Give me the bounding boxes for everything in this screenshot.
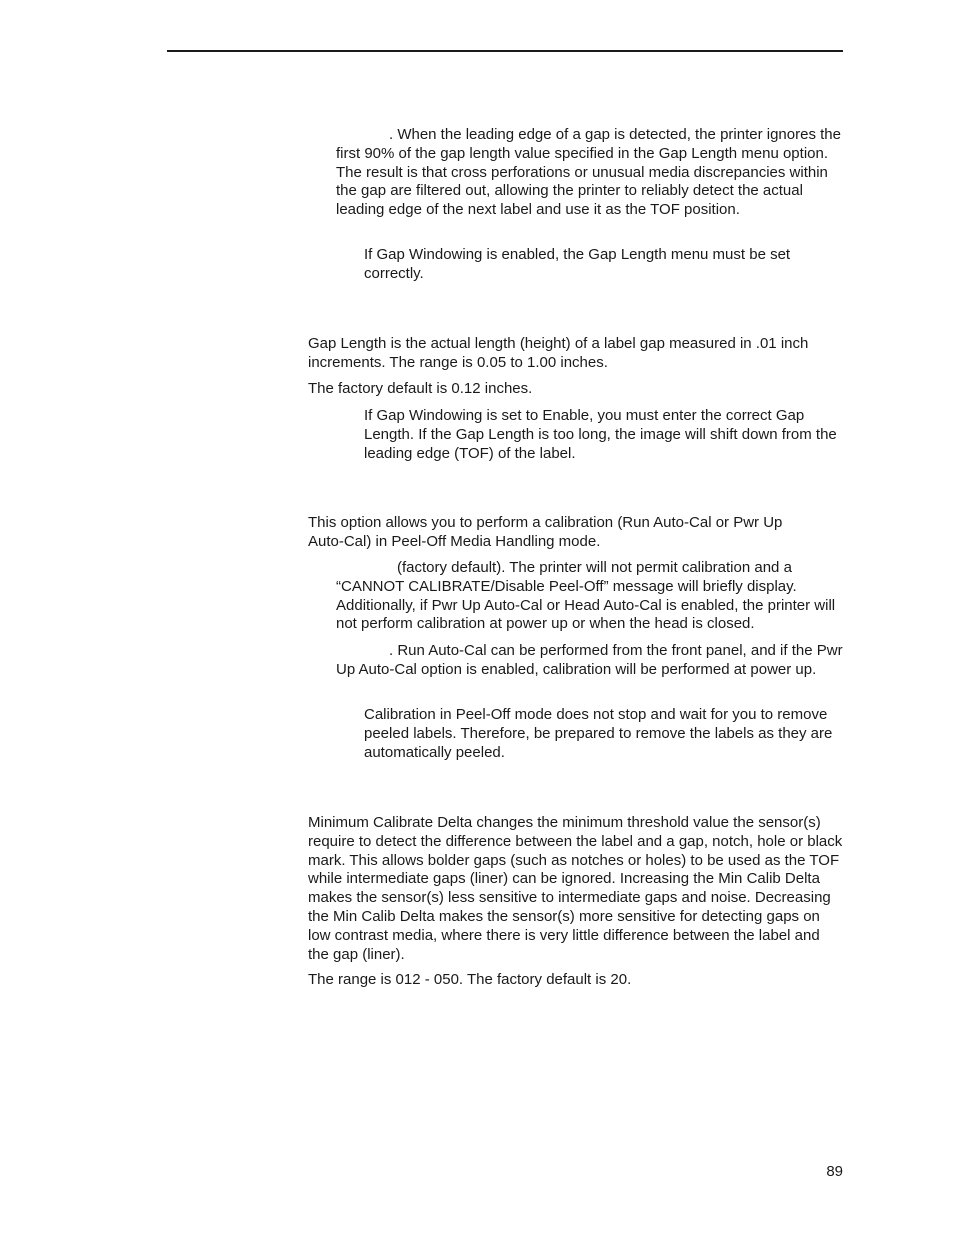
gap-length-default: The factory default is 0.12 inches. [308, 380, 533, 397]
min-calib-delta-range: The range is 012 - 050. The factory default is 20. [308, 971, 632, 988]
header-rule [167, 50, 843, 52]
peel-off-description: This option allows you to perform a calibration (Run Auto-Cal or Pwr Up Auto-Cal) in Peel-Off Media Handling mode. [308, 514, 783, 550]
gap-length-note: If Gap Windowing is set to Enable, you must enter the correct Gap Length. If the Gap Length is too long, the image will shift down from the leading edge (TOF) of the label. [364, 407, 837, 462]
peel-off-disable-paragraph: (factory default). The printer will not permit calibration and a “CANNOT CALIBRATE/Disable Peel-Off” message will briefly display. Additionally, if Pwr Up Auto-Cal or Head Auto-Cal is enabled, the printer will not perform calibration at power up or when the head is closed. [336, 559, 836, 633]
peel-off-note: Calibration in Peel-Off mode does not stop and wait for you to remove peeled labels. Therefore, be prepared to remove the labels as they are automatically peeled. [364, 706, 833, 761]
gap-windowing-note: If Gap Windowing is enabled, the Gap Length menu must be set correctly. [364, 246, 791, 282]
peel-off-enable-paragraph: . Run Auto-Cal can be performed from the front panel, and if the Pwr Up Auto-Cal option is enabled, calibration will be performed at power up. [336, 642, 843, 678]
gap-windowing-enable-paragraph: . When the leading edge of a gap is detected, the printer ignores the first 90% of the gap length value specified in the Gap Length menu option. The result is that cross perforations or unusual media discrepancies within the gap are filtered out, allowing the printer to reliably detect the actual leading edge of the next label and use it as the TOF position. [336, 126, 841, 219]
page-number: 89 [826, 1163, 843, 1180]
gap-length-description: Gap Length is the actual length (height) of a label gap measured in .01 inch increments. The range is 0.05 to 1.00 inches. [308, 335, 809, 371]
min-calib-delta-description: Minimum Calibrate Delta changes the minimum threshold value the sensor(s) require to detect the difference between the label and a gap, notch, hole or black mark. This allows bolder gaps (such as notches or holes) to be used as the TOF while intermediate gaps (liner) can be ignored. Increasing the Min Calib Delta makes the sensor(s) less sensitive to intermediate gaps and noise. Decreasing the Min Calib Delta makes the sensor(s) more sensitive for detecting gaps on low contrast media, where there is very little difference between the label and the gap (liner). [308, 814, 843, 963]
